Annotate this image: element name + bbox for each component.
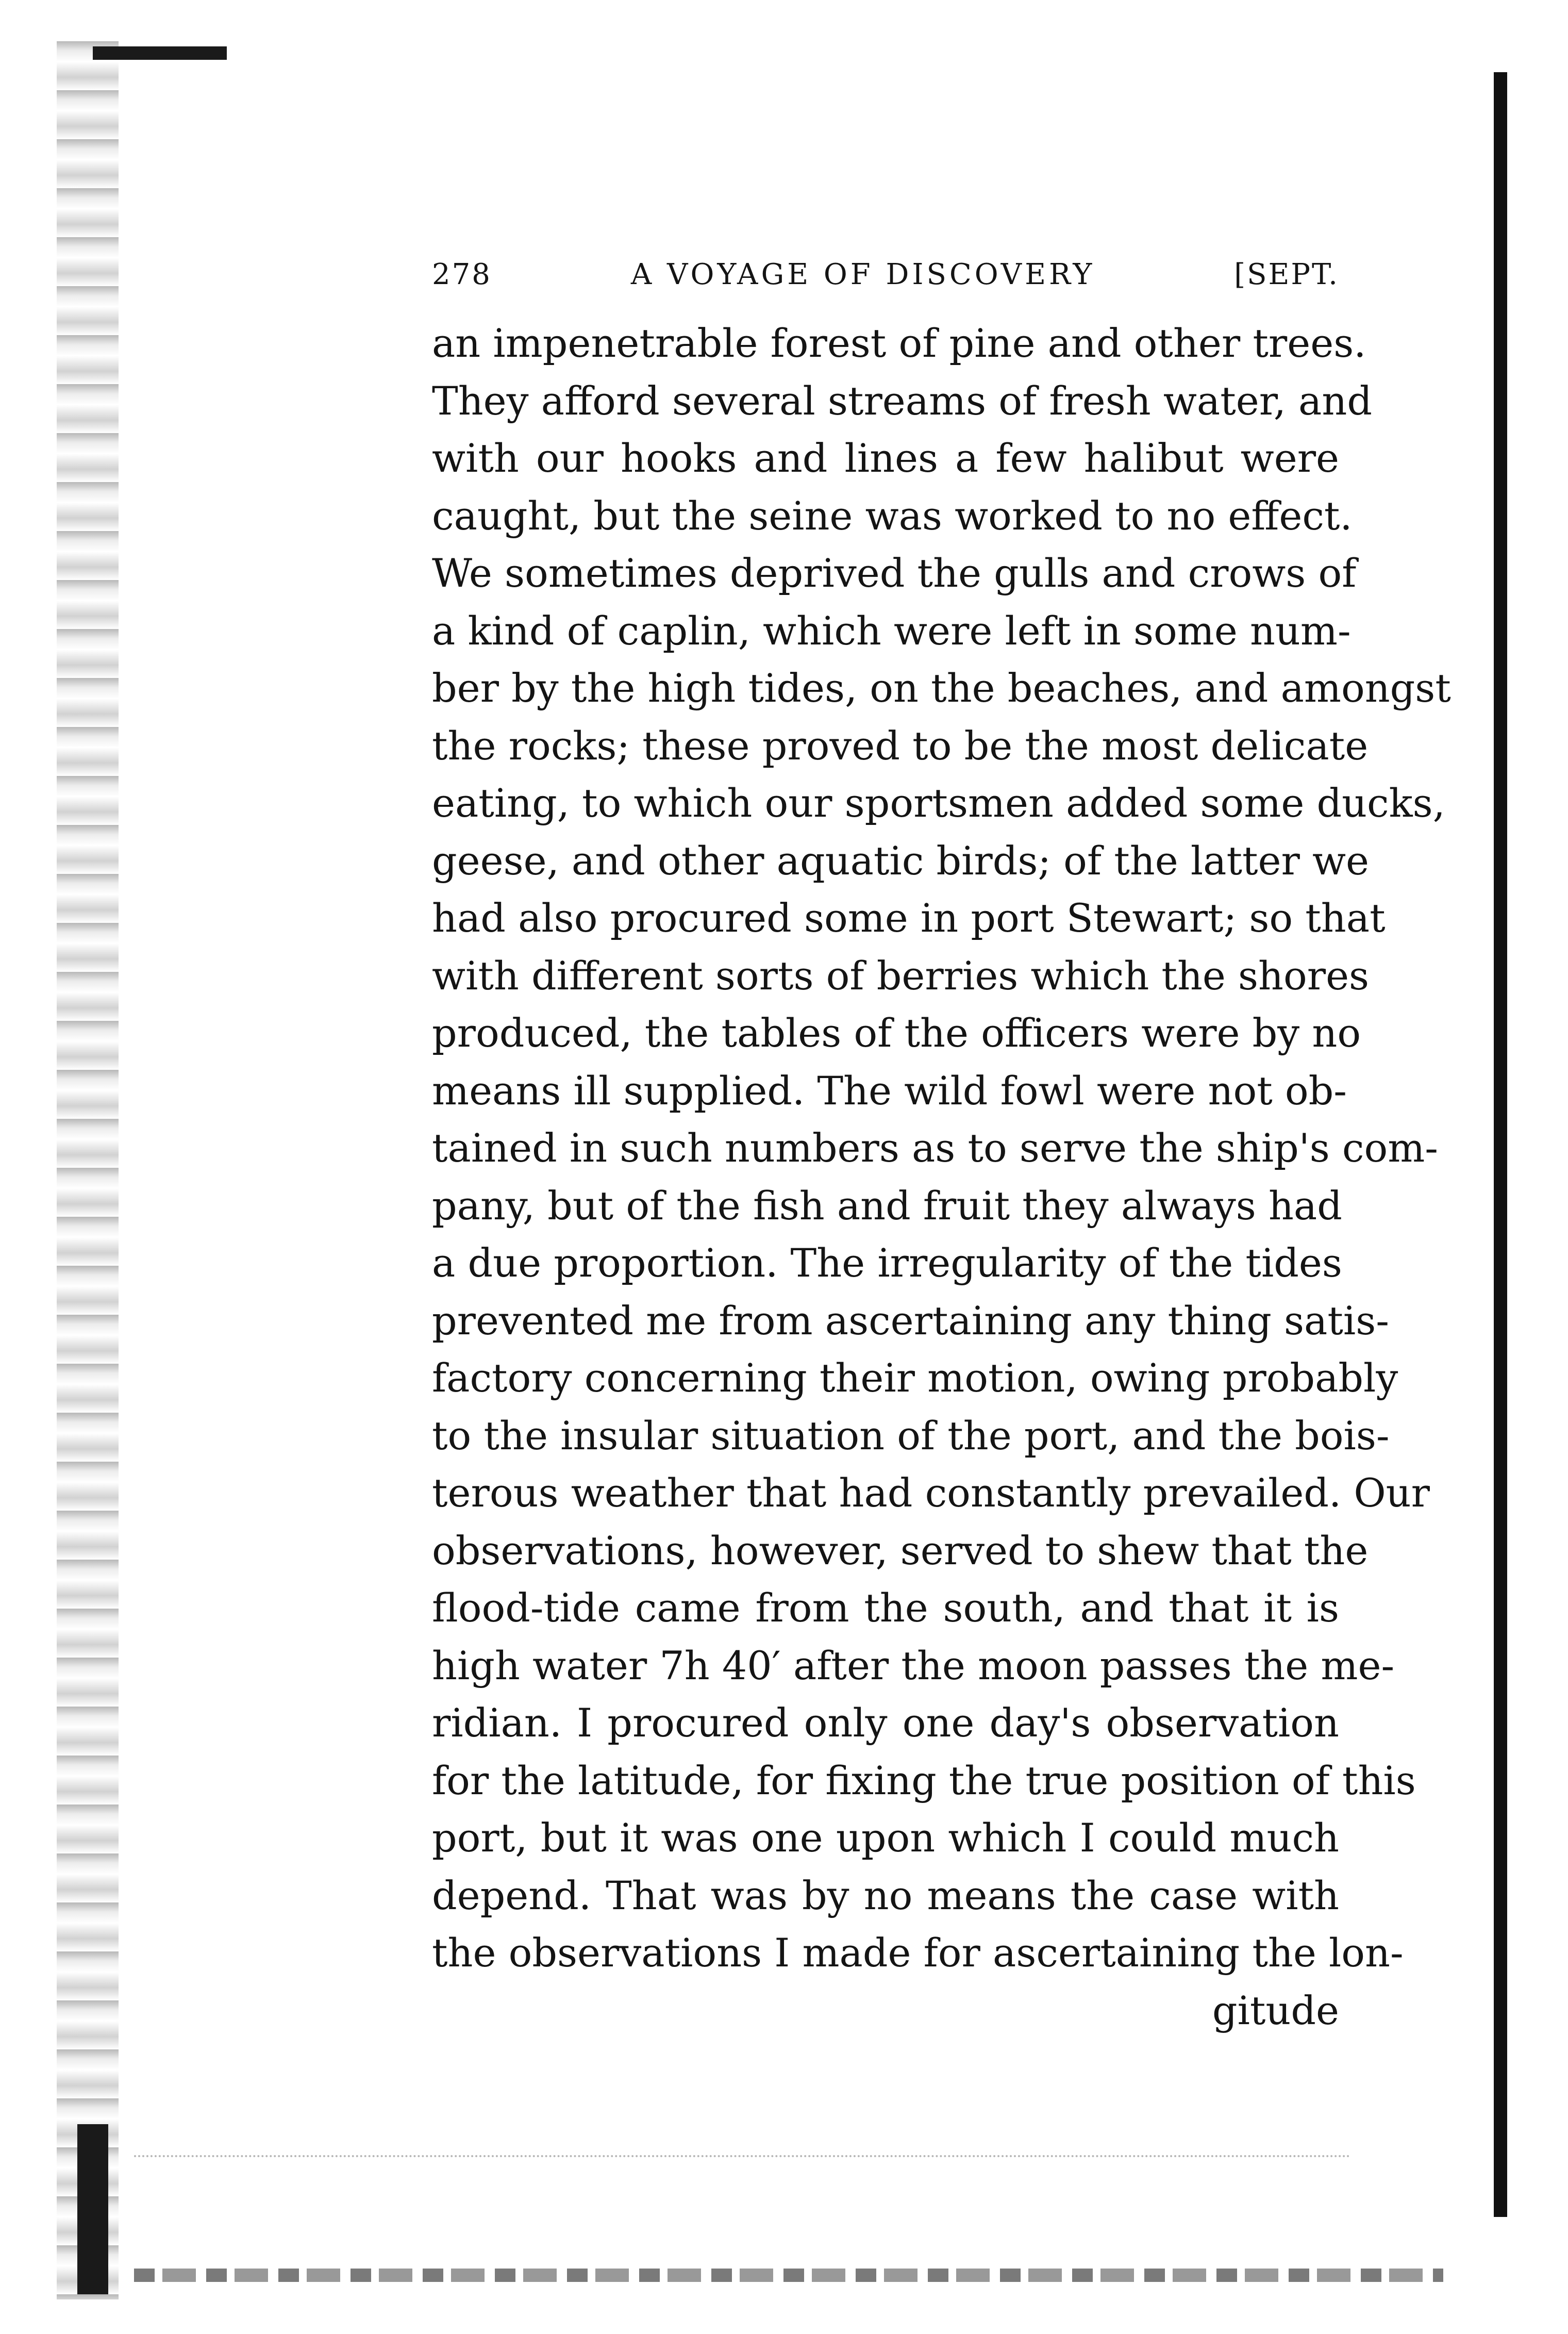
catchword: gitude: [1212, 1987, 1339, 2033]
text-line: They afford several streams of fresh water, and: [432, 377, 1372, 424]
text-line: had also procured some in port Stewart; so that: [432, 895, 1386, 941]
scan-dotted-line: [134, 2155, 1350, 2157]
text-line: flood-tide came from the south, and that it is: [432, 1585, 1339, 1631]
binding-top-artifact: [93, 46, 227, 60]
text-line: produced, the tables of the officers were by no: [432, 1010, 1361, 1056]
text-line: pany, but of the fish and fruit they always had: [432, 1182, 1342, 1229]
text-line: terous weather that had constantly prevailed. Our: [432, 1470, 1430, 1516]
text-line: caught, but the seine was worked to no effect.: [432, 492, 1353, 539]
text-line: port, but it was one upon which I could much: [432, 1815, 1339, 1861]
text-line: the rocks; these proved to be the most delicate: [432, 722, 1369, 769]
text-line: observations, however, served to shew that the: [432, 1527, 1369, 1574]
running-title: A VOYAGE OF DISCOVERY: [630, 258, 1095, 291]
text-line: for the latitude, for fixing the true position of this: [432, 1757, 1416, 1803]
text-line: an impenetrable forest of pine and other trees.: [432, 320, 1366, 366]
page-right-edge: [1494, 72, 1507, 2217]
text-line: depend. That was by no means the case with: [432, 1872, 1339, 1918]
text-line: high water 7h 40′ after the moon passes the me-: [432, 1642, 1395, 1689]
text-line: tained in such numbers as to serve the ship's com-: [432, 1125, 1438, 1171]
running-head: [432, 258, 1339, 314]
page-number: 278: [432, 258, 492, 291]
binding-bottom-artifact: [77, 2124, 108, 2294]
text-line: with our hooks and lines a few halibut were: [432, 435, 1339, 481]
text-line: means ill supplied. The wild fowl were not ob-: [432, 1067, 1347, 1114]
text-line: a kind of caplin, which were left in some num-: [432, 607, 1351, 654]
text-line: to the insular situation of the port, and the bois-: [432, 1412, 1390, 1459]
text-line: geese, and other aquatic birds; of the latter we: [432, 837, 1370, 884]
binding-edge-artifact: [57, 41, 119, 2299]
text-line: ber by the high tides, on the beaches, and amongst: [432, 665, 1451, 711]
text-line: the observations I made for ascertaining the lon-: [432, 1930, 1404, 1976]
text-line: ridian. I procured only one day's observation: [432, 1700, 1339, 1746]
book-page: [432, 258, 1451, 2039]
text-line: We sometimes deprived the gulls and crows of: [432, 550, 1357, 596]
text-line: eating, to which our sportsmen added some ducks,: [432, 780, 1445, 826]
text-line: prevented me from ascertaining any thing satis-: [432, 1297, 1389, 1344]
section-marker: [SEPT.: [1234, 258, 1339, 291]
body-text: [432, 314, 1451, 2039]
text-line: a due proportion. The irregularity of the tides: [432, 1240, 1342, 1286]
text-line: factory concerning their motion, owing probably: [432, 1355, 1398, 1401]
page-bottom-edge: [134, 2269, 1443, 2282]
text-line: with different sorts of berries which the shores: [432, 952, 1370, 999]
